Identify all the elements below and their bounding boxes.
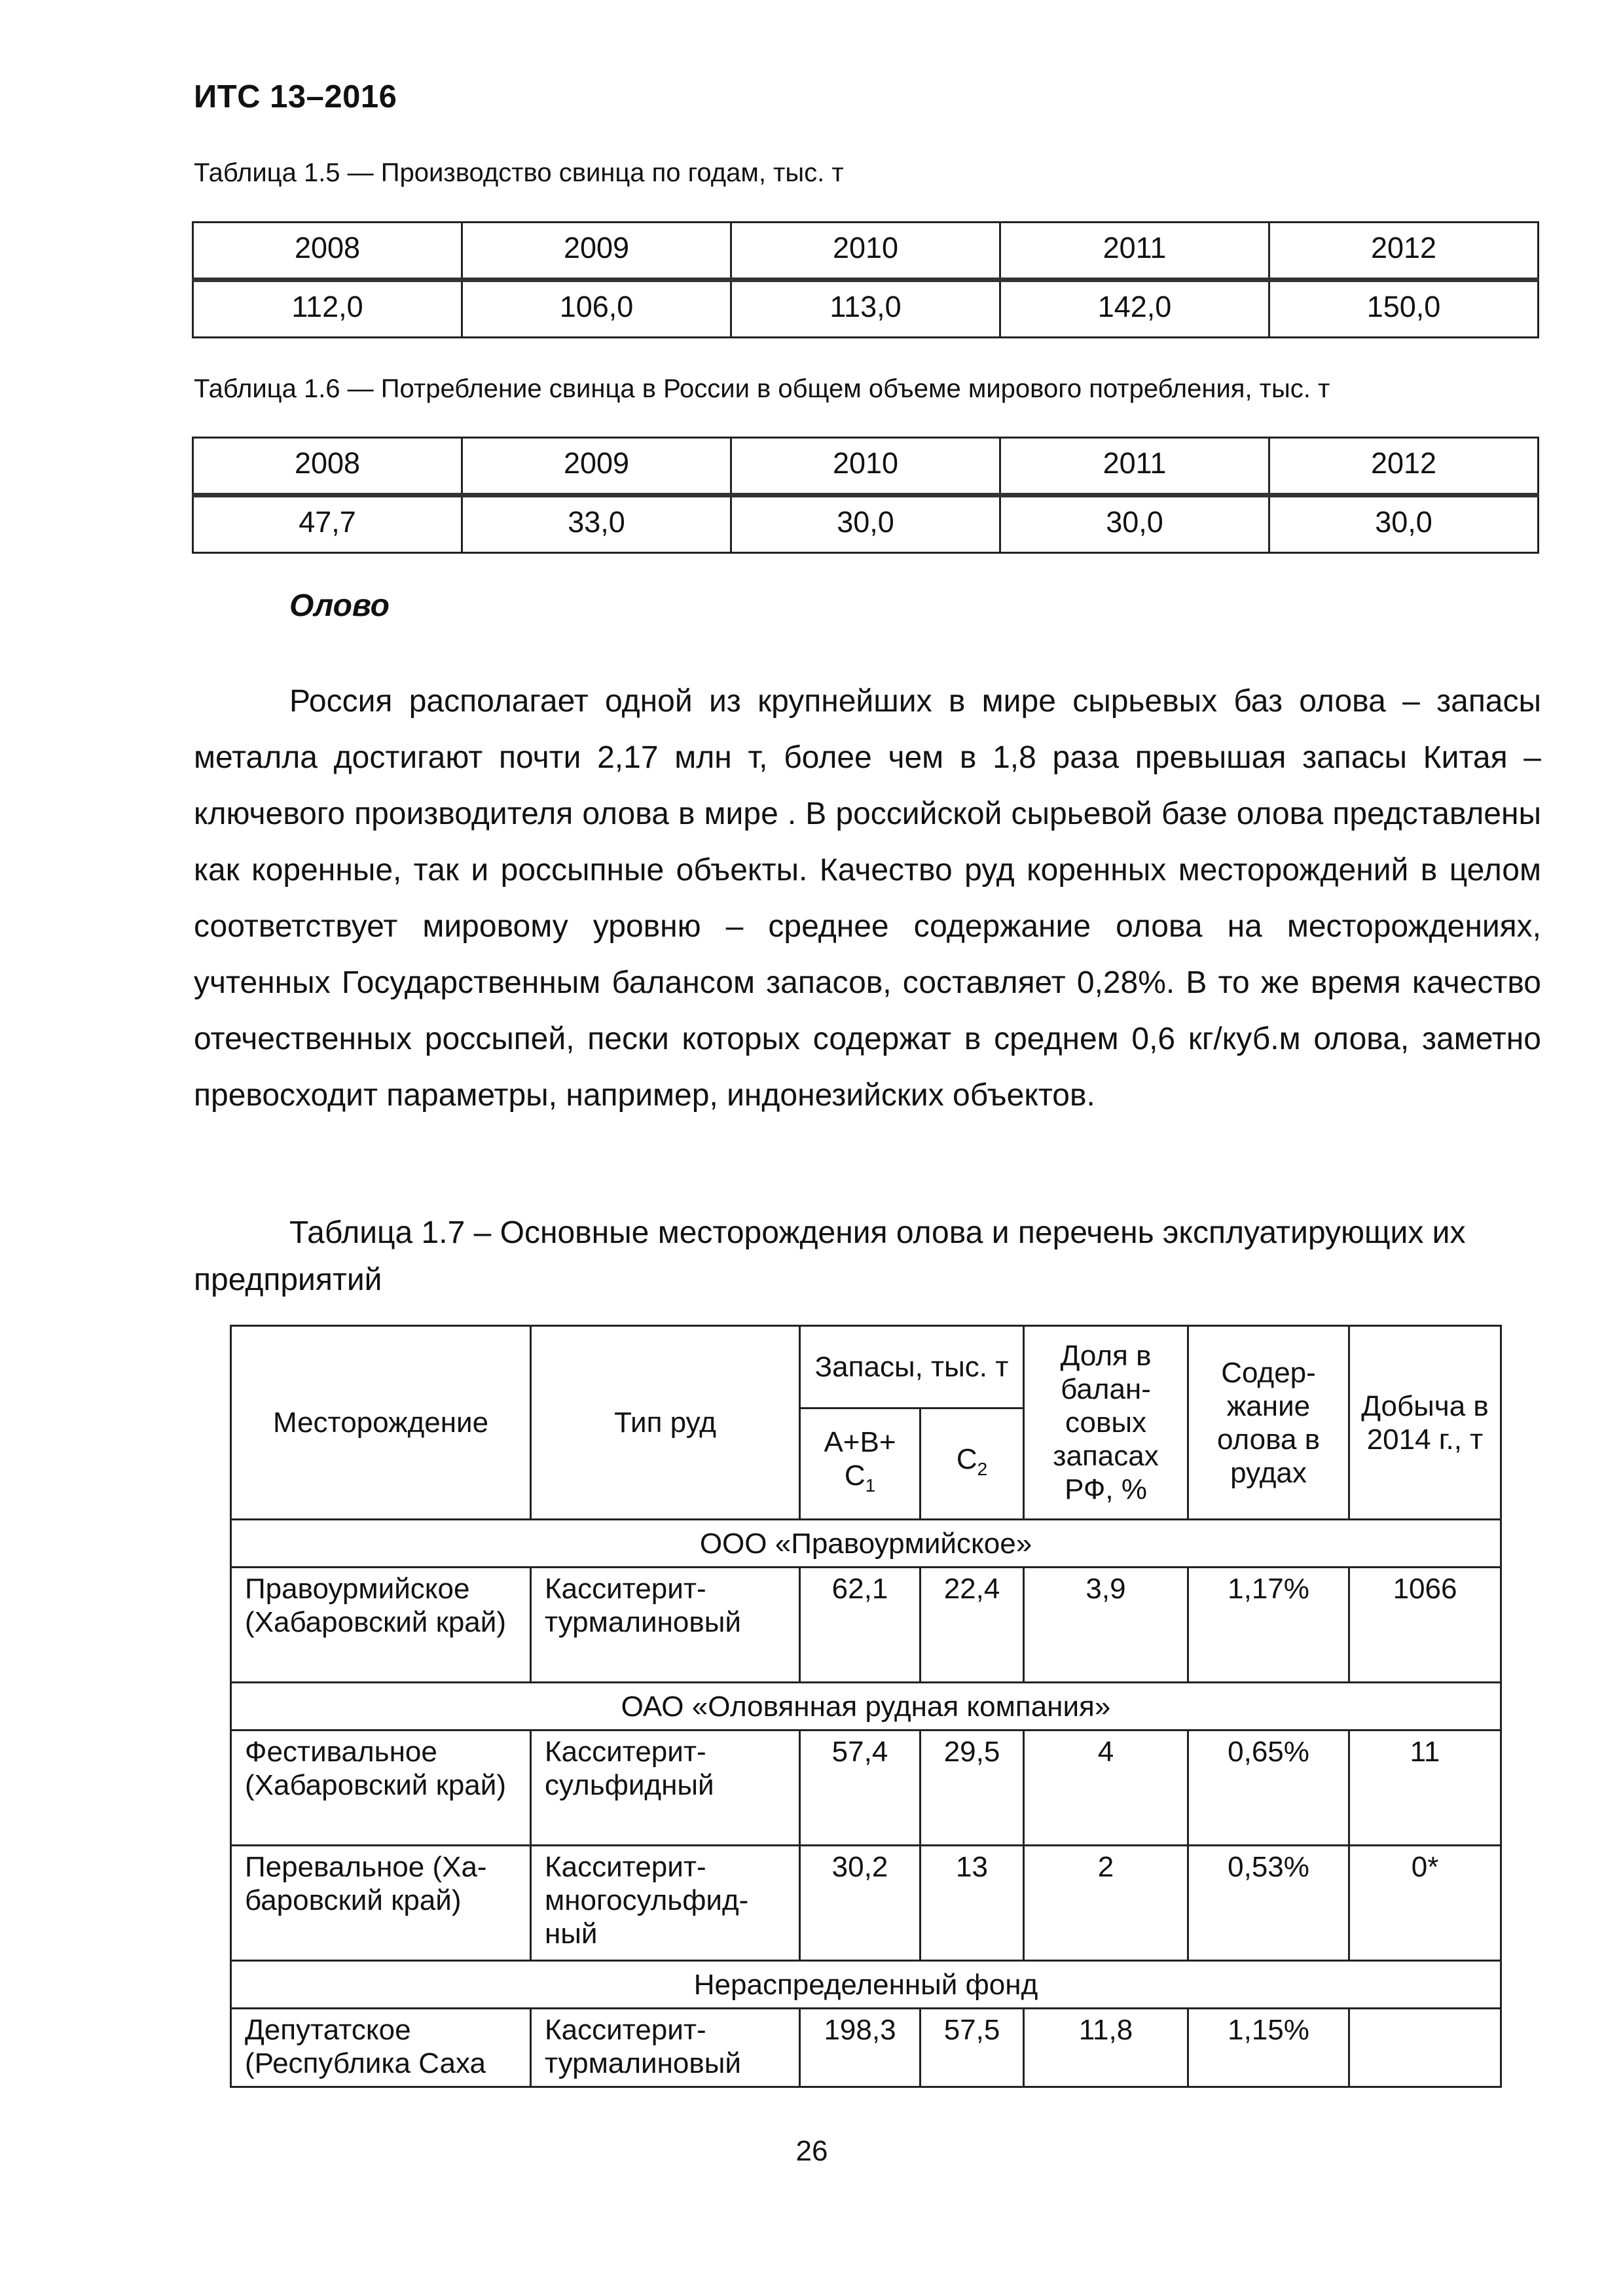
production-cell: 11: [1349, 1731, 1501, 1846]
share-cell: 4: [1024, 1731, 1188, 1846]
year-cell: 2009: [462, 223, 731, 280]
content-cell: 0,65%: [1188, 1731, 1349, 1846]
year-cell: 2012: [1269, 223, 1539, 280]
lead-production-table: [192, 221, 1539, 338]
abc1-cell: 30,2: [800, 1846, 921, 1961]
share-cell: 2: [1024, 1846, 1188, 1961]
c2-cell: 22,4: [921, 1568, 1024, 1683]
group-name: ОАО «Оловянная рудная компания»: [231, 1683, 1501, 1731]
share-cell: 11,8: [1024, 2009, 1188, 2087]
paragraph-text: Россия располагает одной из крупнейших в мире сырьевых баз олова – запасы металла достигают почти 2,17 млн т, более чем в 1,8 раза превышая запасы Китая – ключевого производителя олова в мире . В российской сырьевой базе олова представлены как коренные, так и россыпные объекты. Качество руд коренных месторождений в целом соответствует мировому уровню – среднее содержание олова на месторождениях, учтенных Государственным балансом запасов, составляет 0,28%. В то же время качество отечественных россыпей, пески которых содержат в среднем 0,6 кг/куб.м олова, заметно превосходит параметры, например, индонезийских объектов.: [194, 684, 1541, 1113]
value-cell: 113,0: [731, 280, 1000, 338]
header-ore-type: Тип руд: [531, 1326, 800, 1520]
value-cell: 112,0: [193, 280, 462, 338]
tin-deposits-table: [230, 1325, 1502, 2088]
header-abc1: [800, 1408, 921, 1520]
group-name: ООО «Правоурмийское»: [231, 1520, 1501, 1568]
table-row: [193, 495, 1539, 553]
ore-type-cell: Касситерит-сульфидный: [531, 1731, 800, 1846]
table-1-5-caption: Таблица 1.5 — Производство свинца по годам, тыс. т: [194, 158, 844, 187]
group-row: [231, 1683, 1501, 1731]
content-cell: 1,17%: [1188, 1568, 1349, 1683]
table-row: [231, 1846, 1501, 1961]
abc1-cell: 198,3: [800, 2009, 921, 2087]
production-cell: [1349, 2009, 1501, 2087]
value-cell: 30,0: [1000, 495, 1269, 553]
content-cell: 0,53%: [1188, 1846, 1349, 1961]
production-cell: 0*: [1349, 1846, 1501, 1961]
year-cell: 2010: [731, 223, 1000, 280]
abc1-label: А+В+ С: [824, 1426, 896, 1492]
ore-type-cell: Касситерит-турмалиновый: [531, 1568, 800, 1683]
value-cell: 142,0: [1000, 280, 1269, 338]
document-id: ИТС 13–2016: [194, 79, 397, 115]
c2-subscript: 2: [977, 1458, 988, 1479]
header-c2: [921, 1408, 1024, 1520]
header-content: Содер-жание олова в рудах: [1188, 1326, 1349, 1520]
year-cell: 2011: [1000, 223, 1269, 280]
value-cell: 106,0: [462, 280, 731, 338]
body-paragraph: [194, 673, 1541, 1124]
production-cell: 1066: [1349, 1568, 1501, 1683]
table-1-6-caption: Таблица 1.6 — Потребление свинца в России в общем объеме мирового потребления, тыс. т: [194, 374, 1330, 403]
c2-cell: 29,5: [921, 1731, 1024, 1846]
share-cell: 3,9: [1024, 1568, 1188, 1683]
value-cell: 47,7: [193, 495, 462, 553]
c2-label: С: [956, 1443, 977, 1475]
group-row: [231, 1520, 1501, 1568]
section-heading: Олово: [289, 588, 390, 623]
table-row: [231, 2009, 1501, 2087]
abc1-subscript: 1: [865, 1475, 876, 1496]
deposit-cell: Фестивальное (Хабаровский край): [231, 1731, 531, 1846]
year-cell: 2008: [193, 438, 462, 495]
content-cell: 1,15%: [1188, 2009, 1349, 2087]
lead-consumption-table: [192, 437, 1539, 554]
year-cell: 2012: [1269, 438, 1539, 495]
table-row: [231, 1731, 1501, 1846]
table-row: [231, 1568, 1501, 1683]
c2-cell: 13: [921, 1846, 1024, 1961]
caption-text: Таблица 1.7 – Основные месторождения олова и перечень эксплуатирующих их предприятий: [194, 1215, 1466, 1297]
value-cell: 150,0: [1269, 280, 1539, 338]
group-row: [231, 1961, 1501, 2009]
table-1-7-caption: [194, 1210, 1541, 1304]
ore-type-cell: Касситерит-многосульфид-ный: [531, 1846, 800, 1961]
table-header-row: [193, 223, 1539, 280]
deposit-cell: Депутатское (Республика Саха: [231, 2009, 531, 2087]
year-cell: 2010: [731, 438, 1000, 495]
abc1-cell: 57,4: [800, 1731, 921, 1846]
ore-type-cell: Касситерит-турмалиновый: [531, 2009, 800, 2087]
abc1-cell: 62,1: [800, 1568, 921, 1683]
value-cell: 30,0: [731, 495, 1000, 553]
group-name: Нераспределенный фонд: [231, 1961, 1501, 2009]
value-cell: 33,0: [462, 495, 731, 553]
header-reserves: Запасы, тыс. т: [800, 1326, 1024, 1408]
page-number: 26: [795, 2135, 828, 2167]
year-cell: 2009: [462, 438, 731, 495]
deposit-cell: Перевальное (Ха-баровский край): [231, 1846, 531, 1961]
deposit-cell: Правоурмийское (Хабаровский край): [231, 1568, 531, 1683]
table-row: [193, 280, 1539, 338]
table-header-row: [193, 438, 1539, 495]
header-share: Доля в балан-совых запасах РФ, %: [1024, 1326, 1188, 1520]
value-cell: 30,0: [1269, 495, 1539, 553]
year-cell: 2011: [1000, 438, 1269, 495]
year-cell: 2008: [193, 223, 462, 280]
header-production: Добыча в 2014 г., т: [1349, 1326, 1501, 1520]
header-deposit: Месторождение: [231, 1326, 531, 1520]
table-header-row: [231, 1326, 1501, 1408]
c2-cell: 57,5: [921, 2009, 1024, 2087]
